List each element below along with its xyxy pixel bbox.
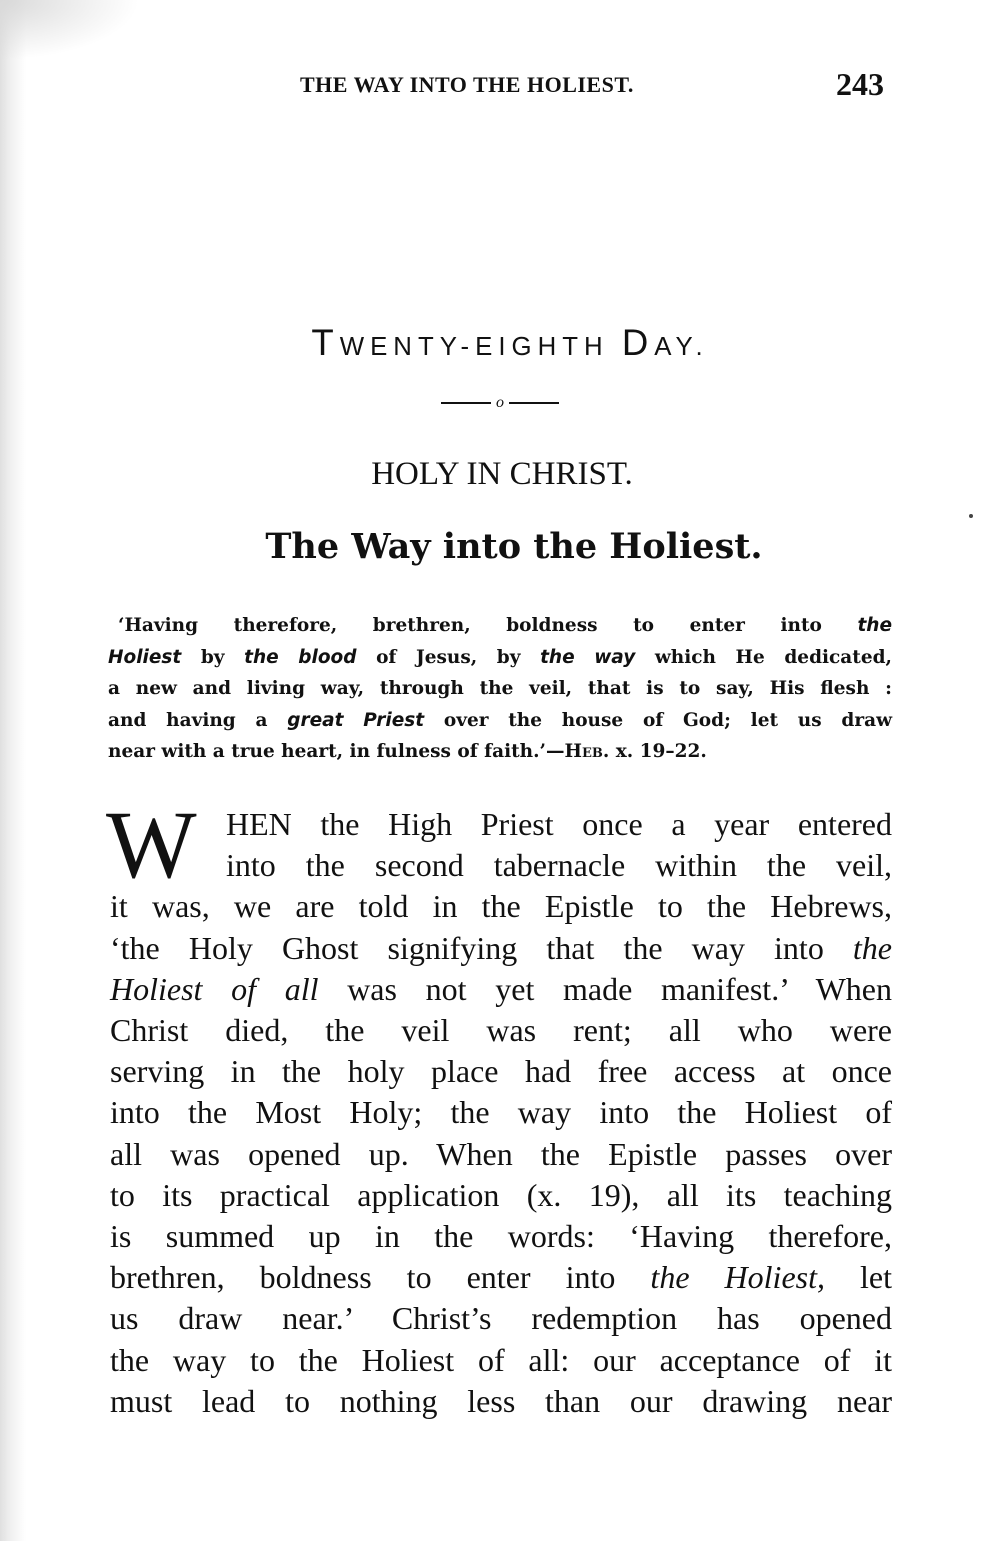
scan-edge-shadow: [0, 0, 26, 1541]
section-title: HOLY IN CHRIST.: [371, 456, 633, 492]
scan-corner-shadow: [0, 0, 140, 60]
running-head: THE WAY INTO THE HOLIEST.: [300, 72, 634, 97]
epigraph-line: and having a great Priest over the house of God; let us draw: [108, 709, 892, 731]
ornament-divider: [441, 392, 559, 412]
body-line: Holiest of all was not yet made manifest.’ When: [110, 970, 893, 1007]
epigraph-quote: [108, 610, 892, 768]
body-line: all was opened up. When the Epistle passes over: [110, 1135, 892, 1172]
day-title: [0, 322, 1000, 364]
body-line: it was, we are told in the Epistle to the Hebrews,: [110, 888, 892, 925]
body-line: is summed up in the words: ‘Having therefore,: [110, 1218, 892, 1255]
epigraph-line: Holiest by the blood of Jesus, by the way which He dedicated,: [108, 646, 892, 668]
body-line: serving in the holy place had free access at once: [110, 1053, 892, 1090]
body-line: into the Most Holy; the way into the Holiest of: [110, 1094, 892, 1131]
body-line: brethren, boldness to enter into the Holiest, let: [110, 1259, 893, 1296]
body-line: the way to the Holiest of all: our acceptance of it: [110, 1341, 892, 1378]
epigraph-line: a new and living way, through the veil, that is to say, His flesh :: [108, 678, 892, 699]
epigraph-line: ‘Having therefore, brethren, boldness to enter into the: [118, 615, 892, 636]
body-line: Christ died, the veil was rent; all who were: [110, 1012, 892, 1049]
drop-cap: W: [106, 791, 197, 898]
ornament-mark: o: [496, 394, 504, 411]
day-title-text: TWENTY-EIGHTH DAY.: [311, 322, 709, 363]
scan-speck: [969, 514, 973, 518]
page-number: 243: [836, 66, 884, 102]
body-line: HEN the High Priest once a year entered: [226, 806, 892, 842]
body-line: us draw near.’ Christ’s redemption has opened: [110, 1300, 892, 1337]
body-line: into the second tabernacle within the veil,: [226, 847, 892, 884]
body-line: ‘the Holy Ghost signifying that the way into the: [110, 929, 892, 966]
epigraph-line: near with a true heart, in fulness of faith.’—Heb. x. 19–22.: [108, 741, 707, 762]
body-line: must lead to nothing less than our drawing near: [110, 1382, 892, 1419]
blackletter-subtitle: The Way into the Holiest.: [265, 526, 763, 567]
body-line: to its practical application (x. 19), all its teaching: [110, 1176, 892, 1213]
body-paragraph: [110, 804, 892, 1422]
